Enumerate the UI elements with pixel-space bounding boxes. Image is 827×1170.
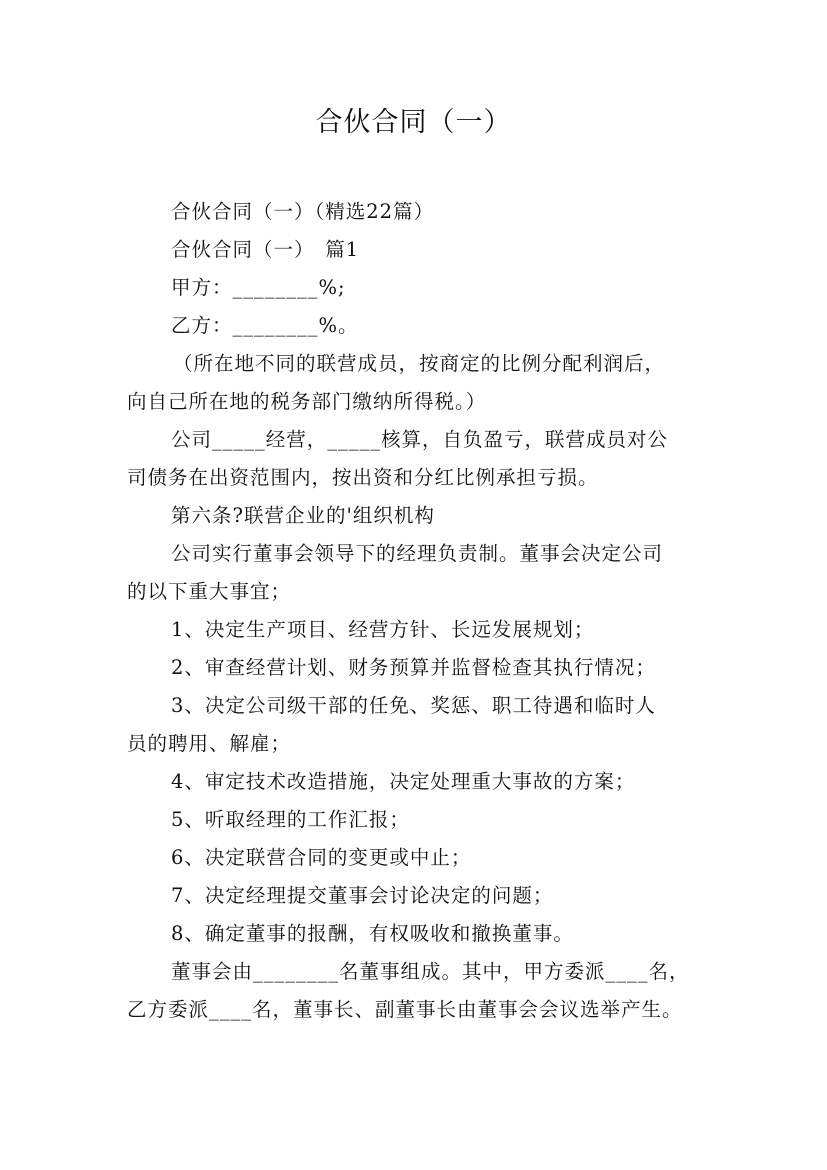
document-line: 4、审定技术改造措施，决定处理重大事故的方案；: [171, 770, 636, 793]
document-line: 第六条?联营企业的'组织机构: [171, 504, 435, 527]
document-line: 2、审查经营计划、财务预算并监督检查其执行情况；: [171, 656, 656, 679]
document-body: [127, 193, 705, 1029]
document-line: 5、听取经理的工作汇报；: [171, 808, 410, 831]
document-line: 乙方：________%。: [171, 314, 359, 337]
document-line: 6、决定联营合同的变更或中止；: [171, 846, 472, 869]
document-title: 合伙合同（一）: [315, 107, 512, 138]
document-line: 合伙合同（一） 篇1: [171, 238, 360, 261]
document-line: 的以下重大事宜；: [127, 580, 292, 603]
document-line: 公司实行董事会领导下的经理负责制。董事会决定公司: [171, 542, 664, 565]
document-line: （所在地不同的联营成员，按商定的比例分配利润后，: [173, 352, 666, 375]
document-line: 董事会由________名董事组成。其中，甲方委派____名，: [171, 960, 690, 983]
document-line: 司债务在出资范围内，按出资和分红比例承担亏损。: [127, 466, 599, 489]
document-line: 3、决定公司级干部的任免、奖惩、职工待遇和临时人: [171, 694, 656, 717]
document-line: 甲方：________%;: [171, 276, 346, 299]
document-line: 公司_____经营，_____核算，自负盈亏，联营成员对公: [171, 428, 669, 451]
document-line: 7、决定经理提交董事会讨论决定的问题；: [171, 884, 554, 907]
document-line: 员的聘用、解雇；: [127, 732, 292, 755]
document-line: 1、决定生产项目、经营方针、长远发展规划；: [171, 618, 595, 641]
document-line: 合伙合同（一）（精选22篇）: [171, 200, 435, 223]
document-line: 乙方委派____名，董事长、副董事长由董事会会议选举产生。: [127, 998, 683, 1021]
document-line: 8、确定董事的报酬，有权吸收和撤换董事。: [171, 922, 574, 945]
document-line: 向自己所在地的税务部门缴纳所得税。）: [127, 390, 487, 413]
